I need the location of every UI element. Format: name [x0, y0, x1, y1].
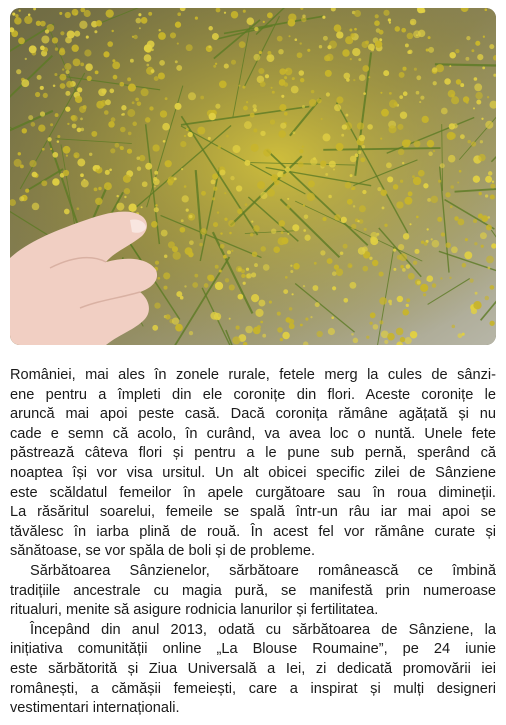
- paragraph-sanziene-celebration: [10, 562, 496, 621]
- text-line: cade e semn că acolo, în curând, va avea loc o nuntă. Unele fete: [10, 425, 496, 442]
- text-line: României, mai ales în zonele rurale, fetele merg la cules de sânzi-: [10, 367, 496, 383]
- text-line: ritualuri, menite să asigure rodnicia lanurilor și fertilitatea.: [10, 602, 379, 619]
- paragraph-sanziene-customs: [10, 366, 496, 562]
- text-line: aruncă mai apoi peste casă. Dacă coronița rămâne agățată și nu: [10, 406, 496, 423]
- text-line: tradițiile ancestrale cu magia pură, se manifestă prin numeroase: [10, 582, 496, 599]
- article-body: [10, 366, 496, 719]
- text-line: românești, a cămășii femeiești, care a inspirat și mulți designeri: [10, 680, 496, 697]
- yellow-flowers-illustration: [10, 8, 496, 345]
- paragraph-ia-day: [10, 621, 496, 719]
- text-line: inițiativa comunității online „La Blouse Roumaine”, pe 24 iunie: [10, 641, 496, 658]
- photo-flowers-in-hand: [10, 8, 496, 345]
- text-line: noaptea își vor visa ursitul. Un alt obicei specific zilei de Sânziene: [10, 464, 496, 481]
- text-line: vestimentari internaționali.: [10, 700, 180, 717]
- text-line: La răsăritul soarelui, femeile se spală într-un râu iar mai apoi se: [10, 504, 496, 521]
- text-line: este sărbătorită și Ziua Universală a Iei, zi dedicată promovării iei: [10, 660, 496, 677]
- text-line: Sărbătoarea Sânzienelor, sărbătoare românească ce îmbină: [30, 562, 496, 579]
- text-line: păstrează câteva flori și pentru a le pune sub pernă, sperând că: [10, 445, 496, 462]
- text-line: este scăldatul femeilor în apele curgătoare sau în roua dimineții.: [10, 484, 496, 501]
- text-line: ene pentru a împleti din ele coronițe din flori. Aceste coronițe le: [10, 386, 496, 403]
- text-line: Începând din anul 2013, odată cu sărbătoarea de Sânziene, la: [30, 621, 496, 638]
- text-line: sănătoase, se vor spăla de boli și de probleme.: [10, 543, 316, 560]
- text-line: tăvălesc în iarba plină de rouă. În acest fel vor rămâne curate și: [10, 523, 496, 540]
